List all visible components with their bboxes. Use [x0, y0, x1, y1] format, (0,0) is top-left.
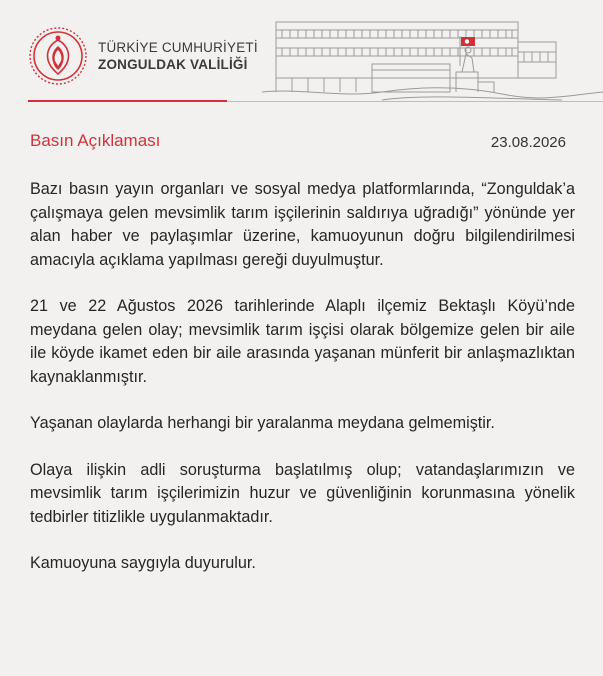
paragraph: Kamuoyuna saygıyla duyurulur. [30, 554, 256, 572]
institution-line-1: TÜRKİYE CUMHURİYETİ [98, 40, 258, 55]
institution-name [98, 40, 258, 73]
paragraph: Bazı basın yayın organları ve sosyal medya platformlarında, “Zonguldak’a çalışmaya gelen mevsimlik tarım işçilerinin saldırıya uğradığı” yönünde yer alan haber ve paylaşımlar üzerine, kamuoyunun doğru bilgilendirilmesi amacıyla açıklama yapılması gereği duyulmuştur. [30, 180, 575, 269]
paragraph: Yaşanan olaylarda herhangi bir yaralanma meydana gelmemiştir. [30, 414, 495, 432]
paragraph: Olaya ilişkin adli soruşturma başlatılmış olup; vatandaşlarımızın ve mevsimlik tarım işçilerimizin huzur ve güvenliğinin korunmasına yönelik tedbirler titizlikle uygulanmaktadır. [30, 460, 575, 526]
paragraph: 21 ve 22 Ağustos 2026 tarihlerinde Alaplı ilçemiz Bektaşlı Köyü’nde meydana gelen olay; mevsimlik tarım işçisi olarak bölgemize gelen bir aile ile köyde ikamet eden bir aile arasında yaşanan münferit bir anlaşmazlıktan kaynaklanmıştır. [30, 297, 575, 386]
crescent-emblem-icon [28, 26, 88, 86]
header-accent-rule [28, 100, 227, 102]
letterhead [0, 0, 603, 110]
document-date: 23.08.2026 [490, 134, 566, 151]
document-title: Basın Açıklaması [30, 131, 161, 150]
document-title-row [30, 131, 570, 155]
document-body [30, 178, 575, 599]
government-building-icon [262, 8, 603, 102]
institution-line-2: ZONGULDAK VALİLİĞİ [98, 57, 248, 72]
